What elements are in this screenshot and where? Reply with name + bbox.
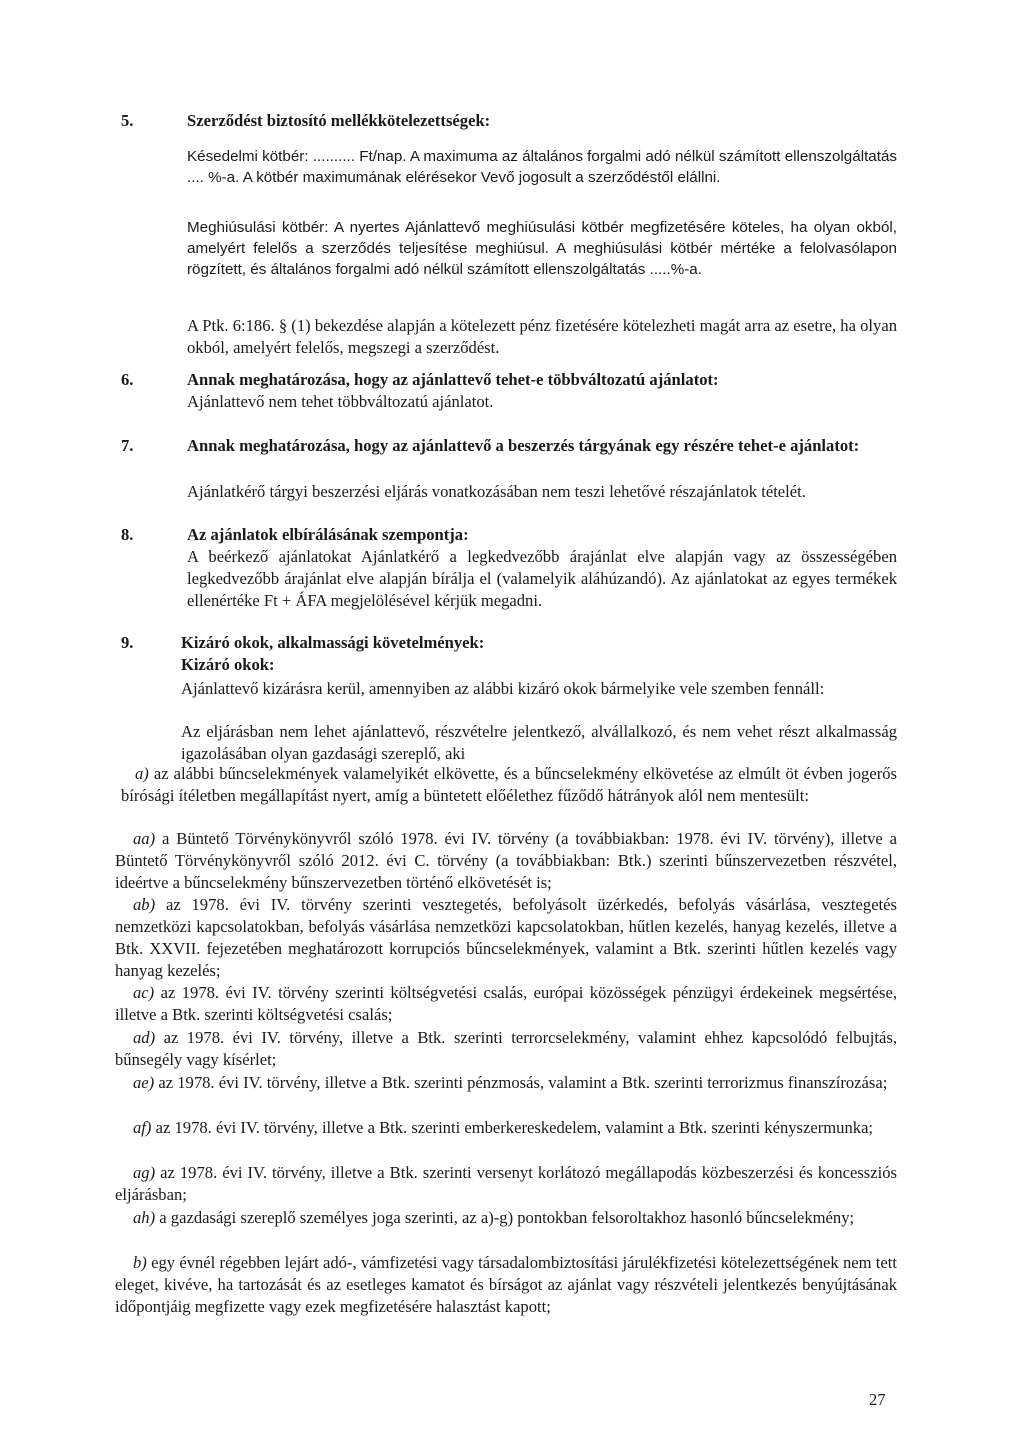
paragraph-exclusion-intro: Ajánlattevő kizárásra kerül, amennyiben az alábbi kizáró okok bármelyike vele szemben fennáll: [181, 679, 825, 698]
list-item-text: egy évnél régebben lejárt adó-, vámfizetési vagy társadalombiztosítási járulékfizetési kötelezettségének nem tett eleget, kivéve, ha tartozását és az esetleges kamatot és bírságot az ajánlat vagy részvételi jelentkezés benyújtásának időpontjáig megfizette vagy ezek megfizetésére halasztást kapott; [115, 1253, 897, 1316]
list-item [115, 1162, 897, 1206]
list-item-marker: ab) [133, 895, 156, 914]
list-item-text: az 1978. évi IV. törvény szerinti költségvetési csalás, európai közösségek pénzügyi érdekeinek megsértése, illetve a Btk. szerinti költségvetési csalás; [115, 983, 897, 1024]
list-item-marker: ac) [133, 983, 155, 1002]
list-item-text: az 1978. évi IV. törvény, illetve a Btk. szerinti terrorcselekmény, valamint ehhez kapcsolódó felbujtás, bűnsegély vagy kísérlet; [115, 1028, 897, 1069]
list-item-marker: ae) [133, 1073, 155, 1092]
paragraph-late-penalty: Késedelmi kötbér: .......... Ft/nap. A maximuma az általános forgalmi adó nélkül számított ellenszolgáltatás .... %-a. A kötbér maximumának elérésekor Vevő jogosult a szerződéstől elállni. [187, 148, 897, 186]
list-item-text: az 1978. évi IV. törvény, illetve a Btk. szerinti emberkereskedelem, valamint a Btk. szerinti kényszermunka; [155, 1118, 874, 1137]
section-number: 5. [121, 111, 134, 130]
list-item [115, 1252, 897, 1318]
list-item-marker: ad) [133, 1028, 156, 1047]
list-item [115, 894, 897, 982]
list-item-marker: aa) [133, 829, 156, 848]
list-item-text: az 1978. évi IV. törvény szerinti vesztegetés, befolyásolt üzérkedés, befolyás vásárlása, vesztegetés nemzetközi kapcsolatokban, befolyás vásárlása nemzetközi kapcsolatokban, hűtlen kezelés, hanyag kezelés, illetve a Btk. XXVII. fejezetében meghatározott korrupciós bűncselekmények, valamint a Btk. szerinti hűtlen kezelés vagy hanyag kezelés; [115, 895, 897, 980]
list-item-marker: a) [135, 764, 149, 783]
list-item [115, 828, 897, 894]
list-item-marker: ag) [133, 1163, 156, 1182]
section-title: Annak meghatározása, hogy az ajánlattevő a beszerzés tárgyának egy részére tehet-e ajánlatot: [187, 436, 860, 455]
paragraph-failure-penalty: Meghiúsulási kötbér: A nyertes Ajánlattevő meghiúsulási kötbér megfizetésére köteles, ha olyan okból, amelyért felelős a szerződés teljesítése meghiúsul. A meghiúsulási kötbér mértéke a felolvasólapon rögzített, és általános forgalmi adó nélkül számított ellenszolgáltatás .....%-a. [187, 219, 897, 278]
list-item-marker: af) [133, 1118, 152, 1137]
section-title: Kizáró okok, alkalmassági követelmények: [181, 633, 485, 652]
section-subtitle: Kizáró okok: [181, 655, 275, 674]
section-number: 9. [121, 633, 134, 652]
list-item [115, 1027, 897, 1071]
list-item-text: az alábbi bűncselekmények valamelyikét elkövette, és a bűncselekmény elkövetése az elmúlt öt évben jogerős bírósági ítéletben megállapítást nyert, amíg a büntetett előélethez fűződő hátrányok alól nem mentesült: [121, 764, 897, 805]
list-item-text: az 1978. évi IV. törvény, illetve a Btk. szerinti versenyt korlátozó megállapodás közbeszerzési és koncessziós eljárásban; [115, 1163, 897, 1204]
list-item-marker: ah) [133, 1208, 156, 1227]
paragraph-variants: Ajánlattevő nem tehet többváltozatú ajánlatot. [187, 392, 494, 411]
list-item [115, 1207, 897, 1229]
paragraph-partial-offer: Ajánlatkérő tárgyi beszerzési eljárás vonatkozásában nem teszi lehetővé részajánlatok tételét. [187, 482, 806, 501]
list-item [115, 1072, 897, 1094]
list-item [115, 982, 897, 1026]
section-title: Annak meghatározása, hogy az ajánlattevő tehet-e többváltozatú ajánlatot: [187, 370, 719, 389]
section-title: Az ajánlatok elbírálásának szempontja: [187, 525, 469, 544]
paragraph-ptk: A Ptk. 6:186. § (1) bekezdése alapján a kötelezett pénz fizetésére kötelezheti magát arra az esetre, ha olyan okból, amelyért felelős, megszegi a szerződést. [187, 316, 897, 357]
section-title: Szerződést biztosító mellékkötelezettségek: [187, 111, 491, 130]
paragraph-evaluation: A beérkező ajánlatokat Ajánlatkérő a legkedvezőbb árajánlat elve alapján vagy az összességében legkedvezőbb árajánlat elve alapján bírálja el (valamelyik aláhúzandó). Az ajánlatokat az egyes termékek ellenértéke Ft + ÁFA megjelölésével kérjük megadni. [187, 547, 897, 610]
list-item [115, 1117, 897, 1139]
list-item [121, 763, 897, 807]
list-item-marker: b) [133, 1253, 147, 1272]
list-item-text: az 1978. évi IV. törvény, illetve a Btk. szerinti pénzmosás, valamint a Btk. szerinti terrorizmus finanszírozása; [158, 1073, 888, 1092]
list-item-text: a Büntető Törvénykönyvről szóló 1978. évi IV. törvény (a továbbiakban: 1978. évi IV. törvény), illetve a Büntető Törvénykönyvről szóló 2012. évi C. törvény (a továbbiakban: Btk.) szerinti bűnszervezetben részvétel, ideértve a bűncselekmény bűnszervezetben történő elkövetését is; [115, 829, 897, 892]
section-number: 7. [121, 436, 134, 455]
section-number: 8. [121, 525, 134, 544]
list-item-text: a gazdasági szereplő személyes joga szerinti, az a)-g) pontokban felsoroltakhoz hasonló bűncselekmény; [159, 1208, 855, 1227]
page-number: 27 [869, 1390, 886, 1409]
section-number: 6. [121, 370, 134, 389]
paragraph-exclusion-scope: Az eljárásban nem lehet ajánlattevő, részvételre jelentkező, alvállalkozó, és nem vehet részt alkalmasság igazolásában olyan gazdasági szereplő, aki [181, 722, 897, 763]
